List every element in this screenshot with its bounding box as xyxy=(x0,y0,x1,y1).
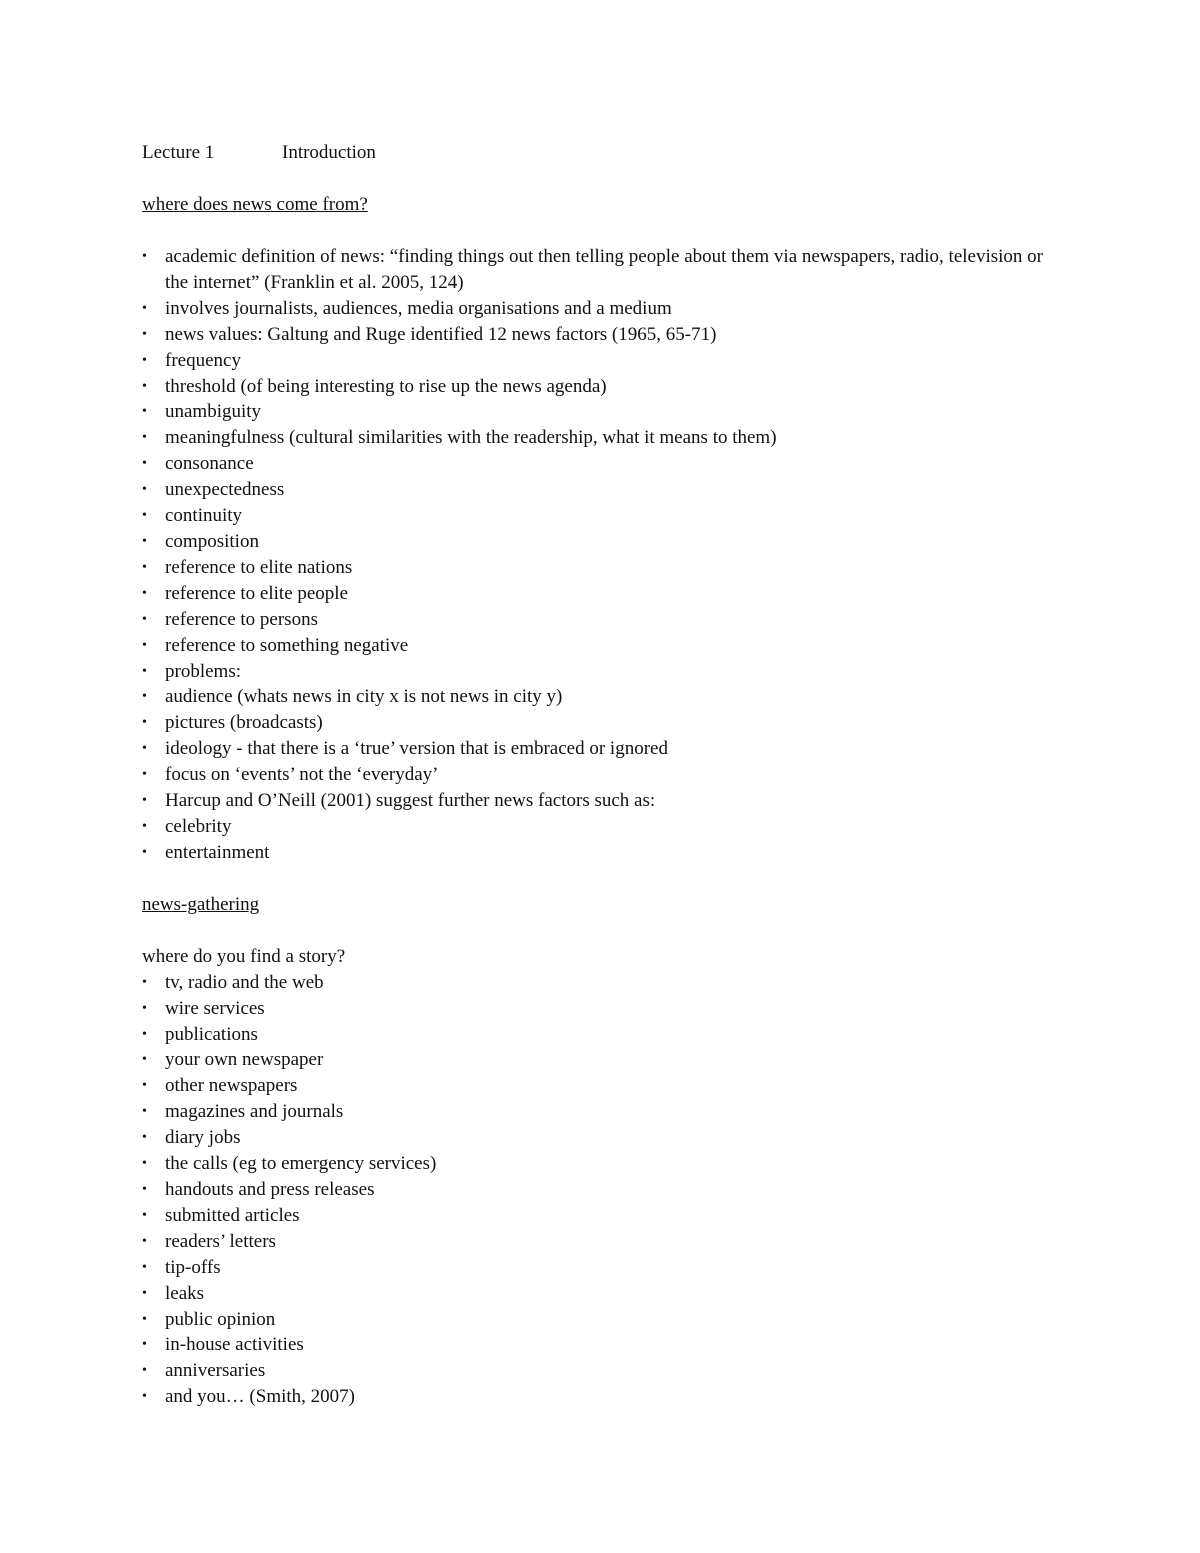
list-item-text: leaks xyxy=(165,1282,205,1304)
lecture-title-row xyxy=(142,140,1062,166)
list-item-text: readers’ letters xyxy=(165,1230,276,1252)
bullet-icon: • xyxy=(142,974,147,990)
list-item xyxy=(142,581,1062,607)
list-item-text: pictures (broadcasts) xyxy=(165,712,323,734)
list-item xyxy=(142,244,1062,296)
bullet-icon: • xyxy=(142,1026,147,1042)
list-item xyxy=(142,451,1062,477)
bullet-icon: • xyxy=(142,1104,147,1120)
bullet-icon: • xyxy=(142,585,147,601)
bullet-icon: • xyxy=(142,844,147,860)
list-item xyxy=(142,996,1062,1022)
list-item-text: the calls (eg to emergency services) xyxy=(165,1153,437,1175)
section-news-sources xyxy=(142,192,1062,866)
list-item-text: involves journalists, audiences, media organisations and a medium xyxy=(165,297,672,319)
bullet-icon: • xyxy=(142,793,147,809)
document-page xyxy=(142,140,1062,1436)
list-item xyxy=(142,1203,1062,1229)
bullet-icon: • xyxy=(142,767,147,783)
list-item xyxy=(142,399,1062,425)
list-item-text: handouts and press releases xyxy=(165,1179,375,1200)
list-item xyxy=(142,1177,1062,1203)
list-item-text: entertainment xyxy=(165,841,270,863)
list-item-text: tip-offs xyxy=(165,1256,221,1278)
list-item xyxy=(142,814,1062,840)
bullet-icon: • xyxy=(142,1285,147,1301)
news-values-list xyxy=(142,244,1062,866)
list-item xyxy=(142,1358,1062,1384)
list-item-text: frequency xyxy=(165,349,241,371)
list-item xyxy=(142,1125,1062,1151)
list-item xyxy=(142,1047,1062,1073)
section-subheading: where do you find a story? xyxy=(142,945,346,967)
list-item xyxy=(142,788,1062,814)
bullet-icon: • xyxy=(142,1363,147,1379)
list-item-text: public opinion xyxy=(165,1308,276,1330)
bullet-icon: • xyxy=(142,818,147,834)
list-item xyxy=(142,762,1062,788)
list-item-text: your own newspaper xyxy=(165,1049,324,1071)
bullet-icon: • xyxy=(142,1078,147,1094)
bullet-icon: • xyxy=(142,637,147,653)
list-item-text: academic definition of news: “finding things out then telling people about them via newspapers, radio, television or the internet” (Franklin et al. 2005, 124) xyxy=(165,246,1043,293)
bullet-icon: • xyxy=(142,249,147,264)
bullet-icon: • xyxy=(142,741,147,757)
list-item xyxy=(142,555,1062,581)
bullet-icon: • xyxy=(142,1259,147,1275)
bullet-icon: • xyxy=(142,611,147,627)
section-heading: where does news come from? xyxy=(142,194,368,215)
list-item xyxy=(142,659,1062,685)
list-item xyxy=(142,633,1062,659)
list-item-text: reference to persons xyxy=(165,608,318,630)
bullet-icon: • xyxy=(142,1233,147,1249)
lecture-number: Lecture 1 xyxy=(142,142,215,163)
bullet-icon: • xyxy=(142,533,147,549)
list-item xyxy=(142,1151,1062,1177)
bullet-icon: • xyxy=(142,482,147,498)
list-item xyxy=(142,1022,1062,1048)
list-item-text: threshold (of being interesting to rise up the news agenda) xyxy=(165,375,607,397)
list-item-text: news values: Galtung and Ruge identified 12 news factors (1965, 65-71) xyxy=(165,323,717,345)
bullet-icon: • xyxy=(142,1311,147,1327)
bullet-icon: • xyxy=(142,1156,147,1172)
bullet-icon: • xyxy=(142,404,147,420)
list-item xyxy=(142,1099,1062,1125)
list-item-text: tv, radio and the web xyxy=(165,971,324,993)
bullet-icon: • xyxy=(142,663,147,679)
bullet-icon: • xyxy=(142,689,147,705)
list-item xyxy=(142,477,1062,503)
list-item-text: and you… (Smith, 2007) xyxy=(165,1386,355,1408)
bullet-icon: • xyxy=(142,715,147,731)
bullet-icon: • xyxy=(142,430,147,446)
list-item-text: unambiguity xyxy=(165,401,262,423)
list-item xyxy=(142,374,1062,400)
list-item-text: publications xyxy=(165,1023,258,1045)
list-item xyxy=(142,296,1062,322)
bullet-icon: • xyxy=(142,326,147,342)
bullet-icon: • xyxy=(142,508,147,524)
list-item xyxy=(142,1384,1062,1410)
list-item xyxy=(142,1281,1062,1307)
list-item xyxy=(142,607,1062,633)
list-item-text: reference to elite nations xyxy=(165,556,353,578)
list-item-text: Harcup and O’Neill (2001) suggest further news factors such as: xyxy=(165,790,656,812)
list-item-text: magazines and journals xyxy=(165,1101,344,1123)
list-item xyxy=(142,1307,1062,1333)
list-item-text: reference to elite people xyxy=(165,582,349,604)
list-item-text: problems: xyxy=(165,660,241,682)
section-news-gathering xyxy=(142,892,1062,1410)
list-item xyxy=(142,684,1062,710)
list-item xyxy=(142,1332,1062,1358)
list-item xyxy=(142,503,1062,529)
bullet-icon: • xyxy=(142,559,147,575)
list-item xyxy=(142,840,1062,866)
bullet-icon: • xyxy=(142,1000,147,1016)
list-item-text: anniversaries xyxy=(165,1360,266,1382)
bullet-icon: • xyxy=(142,352,147,368)
list-item-text: reference to something negative xyxy=(165,634,409,656)
list-item-text: consonance xyxy=(165,453,254,475)
list-item-text: submitted articles xyxy=(165,1204,300,1226)
section-heading: news-gathering xyxy=(142,893,260,915)
list-item-text: celebrity xyxy=(165,815,232,837)
list-item-text: meaningfulness (cultural similarities with the readership, what it means to them) xyxy=(165,427,777,449)
list-item-text: continuity xyxy=(165,505,243,527)
bullet-icon: • xyxy=(142,378,147,394)
bullet-icon: • xyxy=(142,456,147,472)
list-item-text: other newspapers xyxy=(165,1075,298,1097)
list-item xyxy=(142,710,1062,736)
bullet-icon: • xyxy=(142,1130,147,1146)
bullet-icon: • xyxy=(142,1337,147,1353)
list-item-text: in-house activities xyxy=(165,1334,304,1356)
story-sources-list xyxy=(142,970,1062,1410)
list-item xyxy=(142,736,1062,762)
list-item-text: diary jobs xyxy=(165,1127,241,1149)
list-item xyxy=(142,1073,1062,1099)
list-item xyxy=(142,970,1062,996)
list-item-text: focus on ‘events’ not the ‘everyday’ xyxy=(165,764,439,786)
bullet-icon: • xyxy=(142,1052,147,1068)
list-item xyxy=(142,348,1062,374)
list-item-text: audience (whats news in city x is not news in city y) xyxy=(165,686,563,708)
list-item-text: composition xyxy=(165,530,259,552)
list-item xyxy=(142,1255,1062,1281)
bullet-icon: • xyxy=(142,1207,147,1223)
list-item-text: unexpectedness xyxy=(165,479,285,501)
list-item xyxy=(142,529,1062,555)
list-item-text: wire services xyxy=(165,997,265,1019)
list-item xyxy=(142,425,1062,451)
list-item xyxy=(142,1229,1062,1255)
lecture-title: Introduction xyxy=(282,142,376,163)
bullet-icon: • xyxy=(142,1389,147,1405)
bullet-icon: • xyxy=(142,300,147,316)
list-item xyxy=(142,322,1062,348)
list-item-text: ideology - that there is a ‘true’ version that is embraced or ignored xyxy=(165,738,668,760)
bullet-icon: • xyxy=(142,1182,147,1197)
